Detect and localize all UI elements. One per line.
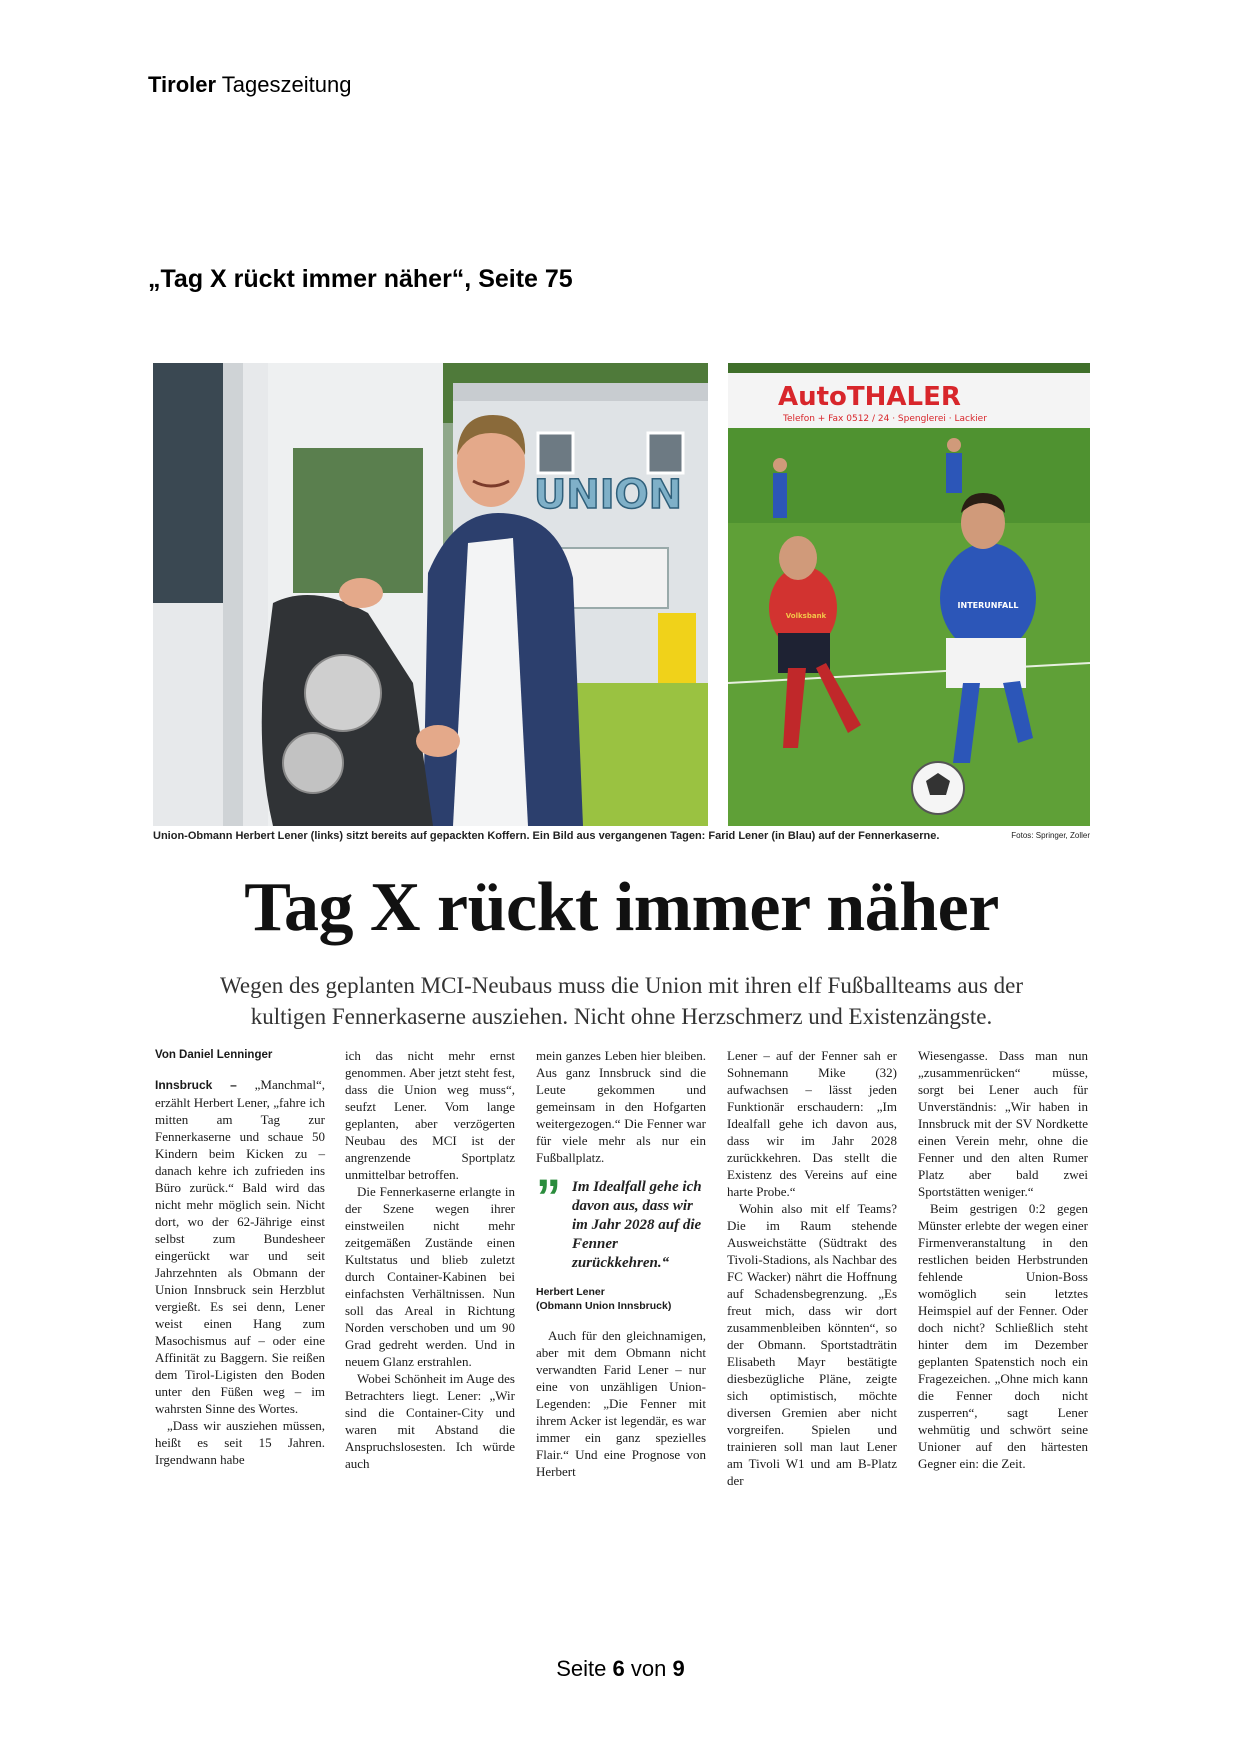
paragraph: Wohin also mit elf Teams? Die im Raum stehende Ausweichstätte (Südtrakt des Tivoli-Stadions, als Nachbar des FC Wacker) nährt die Hoffnung auf Schadensbegrenzung. „Es freut mich, dass wir dort zusammenbleiben könnten“, so der Obmann. Sportstadträtin Elisabeth Mayr bestätigte diesbezügliche Pläne, zeigte sich optimistisch, möchte diversen Gremien aber nicht vorgreifen. Spielen und trainieren soll man laut Lener am Tivoli W1 und am B-Platz der <box>727 1201 897 1488</box>
footer-total-pages: 9 <box>672 1656 685 1681</box>
photo-club-official-illustration <box>153 363 708 826</box>
paragraph: Wiesengasse. Dass man nun „zusammenrücken“ müsse, sorgt bei Lener auch für Unverständnis: „Wir haben in Innsbruck mit der SV Nordkette einen Verein mehr, ohne die Fenner und den alten Rumer Platz aber bald zwei Sportstätten weniger.“ <box>918 1048 1088 1199</box>
photo-football-match <box>728 363 1090 826</box>
paragraph: mein ganzes Leben hier bleiben. Aus ganz Innsbruck sind die Leute gekommen und gemeinsam in den Hofgarten weitergezogen.“ Die Fenner war für viele mehr als nur ein Fußballplatz. <box>536 1048 706 1165</box>
union-sign-text: UNION <box>533 472 683 518</box>
paragraph: „Dass wir ausziehen müssen, heißt es seit 15 Jahren. Irgendwann habe <box>155 1418 325 1467</box>
byline: Von Daniel Lenninger <box>155 1049 273 1061</box>
pull-quote-text: Im Idealfall gehe ich davon aus, dass wir im Jahr 2028 auf die Fenner zurückkehren.“ <box>572 1179 702 1271</box>
pull-quote-author-role: (Obmann Union Innsbruck) <box>536 1300 672 1312</box>
paragraph-text: „Manchmal“, erzählt Herbert Lener, „fahre ich mitten am Tag zur Fennerkaserne und schaue 50 Kindern beim Kicken zu – danach kehre ich zufrieden ins Büro zurück.“ Bald wird das nicht mehr möglich sein. Nicht dort, wo der 62-Jährige einst selbst zum Bundesheer eingerückt war und seit Jahrzehnten als Obmann der Union Innsbruck sein Herzblut vergießt. Es sei denn, Lener weist einen Hang zum Masochismus auf – oder eine Affinität zu Baggern. Sie reißen dem Tirol-Ligisten den Boden unter den Füßen weg – im wahrsten Sinne des Wortes. <box>155 1077 325 1416</box>
quote-mark-icon: ” <box>536 1169 561 1225</box>
page-footer <box>0 1656 1241 1682</box>
pull-quote <box>536 1169 706 1313</box>
article-subhead <box>170 970 1073 1032</box>
photo-caption: Union-Obmann Herbert Lener (links) sitzt bereits auf gepackten Koffern. Ein Bild aus vergangenen Tagen: Farid Lener (in Blau) auf der Fennerkaserne. <box>153 830 940 842</box>
jersey-sponsor-text: INTERUNFALL <box>957 601 1019 610</box>
publication-header <box>148 72 351 98</box>
pull-quote-author <box>536 1285 706 1313</box>
photo-club-official <box>153 363 708 826</box>
publication-name-bold: Tiroler <box>148 72 217 97</box>
article-body <box>155 1047 1090 1527</box>
sponsor-banner-text: AutoTHALER <box>778 382 961 412</box>
jersey-left-sponsor-text: Volksbank <box>785 612 827 620</box>
paragraph <box>155 1076 325 1417</box>
article-column-2 <box>345 1047 515 1472</box>
paragraph: Wobei Schönheit im Auge des Betrachters liegt. Lener: „Wir sind die Container-City und waren mit Abstand die Anspruchslosesten. Ich würde auch <box>345 1371 515 1471</box>
photo-football-match-illustration <box>728 363 1090 826</box>
article-column-4 <box>727 1047 897 1489</box>
article-headline: Tag X rückt immer näher <box>244 869 999 946</box>
pull-quote-author-name: Herbert Lener <box>536 1286 605 1298</box>
subhead-line-1: Wegen des geplanten MCI-Neubaus muss die Union mit ihren elf Fußballteams aus der <box>220 973 1023 998</box>
paragraph: ich das nicht mehr ernst genommen. Aber jetzt steht fest, dass die Union weg muss“, seufzt Lener. Vom lange geplanten, aber verzögerten Neubau des MCI ist der angrenzende Sportplatz unmittelbar betroffen. <box>345 1048 515 1182</box>
paragraph: Beim gestrigen 0:2 gegen Münster erlebte der wegen einer Firmenveranstaltung in den restlichen beiden Herbstrunden fehlende Union-Boss womöglich sein letztes Heimspiel auf der Fenner. Oder doch nicht? Schließlich steht hinter dem im Dezember geplanten Spatenstich noch ein Fragezeichen. „Ohne mich kann die Fenner doch nicht zusperren“, sagt Lener wehmütig und schwört seine Unioner auf den härtesten Gegner ein: die Zeit. <box>918 1201 1088 1471</box>
photo-caption-row <box>153 830 1090 842</box>
article-column-5 <box>918 1047 1088 1472</box>
paragraph: Auch für den gleichnamigen, aber mit dem Obmann nicht verwandten Farid Lener – nur eine von unzähligen Union-Legenden: „Die Fenner mit ihrem Acker ist legendär, es war immer ein ganz spezielles Flair.“ Und eine Prognose von Herbert <box>536 1328 706 1479</box>
footer-middle: von <box>630 1656 667 1681</box>
paragraph: Die Fennerkaserne erlangte in der Szene wegen ihrer einstweilen nicht mehr zeitgemäßen Zustände einen Kultstatus und blieb zuletzt durch Container-Kabinen bei einfachsten Verhältnissen. Nun soll das Areal in Richtung Norden verschoben und um 90 Grad gedreht werden. Und in neuem Glanz erstrahlen. <box>345 1184 515 1369</box>
paragraph: Lener – auf der Fenner sah er Sohnemann Mike (32) aufwachsen – lässt jeden Funktionär erschaudern: „Im Idealfall gehe ich davon aus, dass wir im Jahr 2028 zurückkehren. Das stellt die Existenz des Vereins auf eine harte Probe.“ <box>727 1048 897 1199</box>
sponsor-banner-small-text: Telefon + Fax 0512 / 24 · Spenglerei · Lackier <box>783 414 987 424</box>
article-column-1 <box>155 1047 325 1468</box>
article-column-3 <box>536 1047 706 1480</box>
subhead-line-2: kultigen Fennerkaserne ausziehen. Nicht ohne Herzschmerz und Existenzängste. <box>250 1004 993 1029</box>
footer-prefix: Seite <box>556 1656 607 1681</box>
photo-credit: Fotos: Springer, Zoller <box>1011 831 1090 840</box>
publication-name-rest: Tageszeitung <box>221 72 352 97</box>
dateline: Innsbruck – <box>155 1078 237 1092</box>
article-reference: „Tag X rückt immer näher“, Seite 75 <box>148 265 573 293</box>
footer-current-page: 6 <box>612 1656 625 1681</box>
